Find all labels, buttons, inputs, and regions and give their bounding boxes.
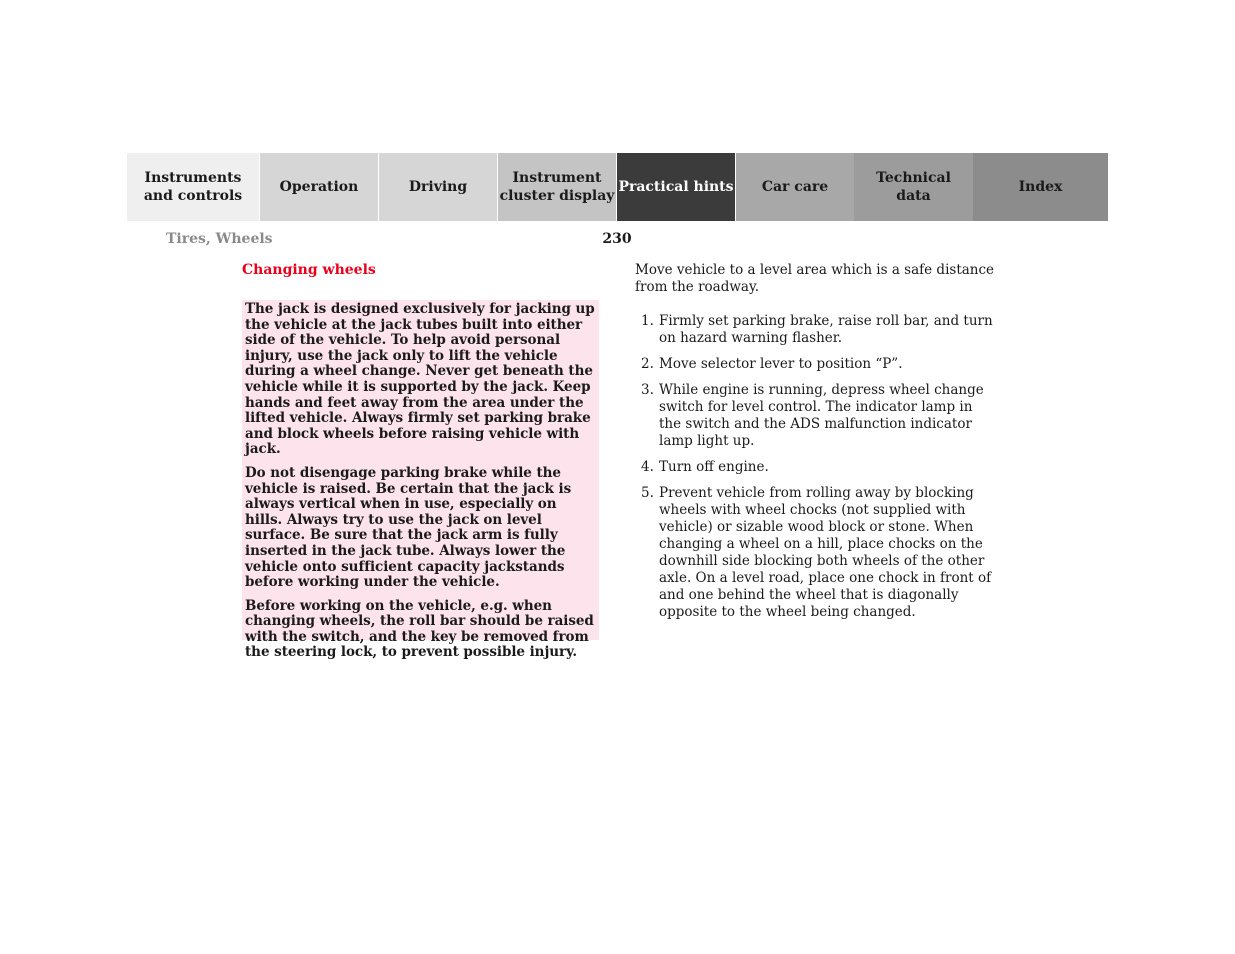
page-heading: Changing wheels [242,262,376,278]
step-number: 5. [641,485,654,501]
step-text: Turn off engine. [659,459,769,475]
step-item [635,459,995,476]
tab-technical-data[interactable]: Technical data [854,153,973,221]
tab-index[interactable]: Index [973,153,1108,221]
warning-paragraph: The jack is designed exclusively for jacking up the vehicle at the jack tubes built into either side of the vehicle. To help avoid personal injury, use the jack only to lift the vehicle during a wheel change. Never get beneath the vehicle while it is supported by the jack. Keep hands and feet away from the area under the lifted vehicle. Always firmly set parking brake and block wheels before raising vehicle with jack. [245,301,595,458]
section-title: Tires, Wheels [166,231,273,247]
step-item [635,313,995,347]
warning-paragraph: Before working on the vehicle, e.g. when changing wheels, the roll bar should be raised with the switch, and the key be removed from the steering lock, to prevent possible injury. [245,597,594,661]
tab-practical-hints[interactable]: Practical hints [616,153,735,221]
intro-text: Move vehicle to a level area which is a safe distance from the roadway. [635,262,995,295]
step-text: Firmly set parking brake, raise roll bar, and turn on hazard warning flasher. [659,313,993,346]
page-number: 230 [602,231,632,247]
step-text: Move selector lever to position “P”. [659,356,903,372]
tab-car-care[interactable]: Car care [735,153,854,221]
tab-driving[interactable]: Driving [378,153,497,221]
step-number: 1. [641,313,654,329]
step-text: While engine is running, depress wheel change switch for level control. The indicator lamp in the switch and the ADS malfunction indicator lamp light up. [659,382,984,449]
step-item [635,485,995,621]
step-text: Prevent vehicle from rolling away by blocking wheels with wheel chocks (not supplied with vehicle) or sizable wood block or stone. When changing a wheel on a hill, place chocks on the downhill side blocking both wheels of the other axle. On a level road, place one chock in front of and one behind the wheel that is diagonally opposite to the wheel being changed. [659,485,992,620]
tab-instruments-and-controls[interactable]: Instruments and controls [127,153,259,221]
tab-instrument-cluster-display[interactable]: Instrument cluster display [497,153,616,221]
step-number: 3. [641,382,654,398]
steps-list [635,313,995,630]
step-item [635,356,995,373]
chapter-nav [127,153,1108,221]
tab-operation[interactable]: Operation [259,153,378,221]
step-number: 4. [641,459,654,475]
step-number: 2. [641,356,654,372]
warning-box [242,300,599,661]
step-item [635,382,995,450]
warning-paragraph: Do not disengage parking brake while the vehicle is raised. Be certain that the jack is always vertical when in use, especially on hills. Always try to use the jack on level surface. Be sure that the jack arm is fully inserted in the jack tube. Always lower the vehicle onto sufficient capacity jackstands before working under the vehicle. [245,464,572,591]
